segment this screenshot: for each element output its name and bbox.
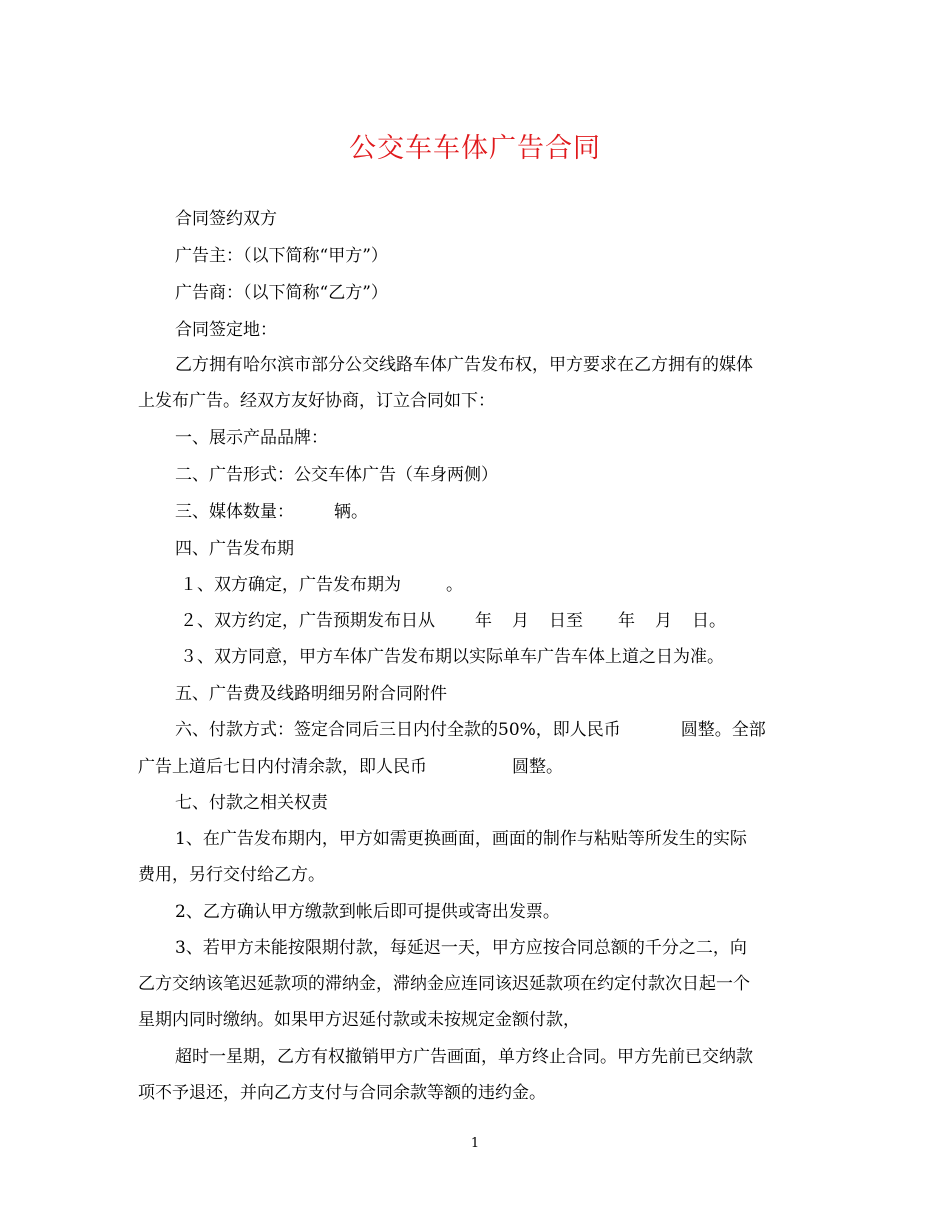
section-6-balance-text: 广告上道后七日内付清余款，即人民币 xyxy=(138,757,427,777)
section-4-item-1-end: 。 xyxy=(446,575,463,595)
section-7-heading: 七、付款之相关权责 xyxy=(175,793,328,813)
section-3-label: 三、媒体数量： xyxy=(175,502,294,522)
signing-place-line: 合同签定地： xyxy=(175,320,277,340)
section-4-item-1-text: １、双方确定，广告发布期为 xyxy=(180,575,401,595)
end-year-label: 年 xyxy=(618,611,635,631)
section-6-payment-line-1 xyxy=(175,718,766,742)
intro-paragraph-line-2: 上发布广告。经双方友好协商，订立合同如下： xyxy=(138,391,495,411)
section-1-brand: 一、展示产品品牌： xyxy=(175,428,328,448)
parties-heading: 合同签约双方 xyxy=(175,209,277,229)
section-7-item-1-line-1: 1、在广告发布期内，甲方如需更换画面，画面的制作与粘贴等所发生的实际 xyxy=(175,829,747,849)
section-7-item-2: 2、乙方确认甲方缴款到帐后即可提供或寄出发票。 xyxy=(175,902,560,922)
intro-paragraph-line-1: 乙方拥有哈尔滨市部分公交线路车体广告发布权，甲方要求在乙方拥有的媒体 xyxy=(175,355,753,375)
section-7-item-1-line-2: 费用，另行交付给乙方。 xyxy=(138,865,325,885)
section-7-item-4-line-2: 项不予退还，并向乙方支付与合同余款等额的违约金。 xyxy=(138,1083,546,1103)
document-title: 公交车车体广告合同 xyxy=(349,133,601,164)
section-5-fees: 五、广告费及线路明细另附合同附件 xyxy=(175,684,447,704)
section-4-item-3: ３、双方同意，甲方车体广告发布期以实际单车广告车体上道之日为准。 xyxy=(180,647,724,667)
section-7-item-3-line-2: 乙方交纳该笔迟延款项的滞纳金，滞纳金应连同该迟延款项在约定付款次日起一个 xyxy=(138,974,750,994)
advertiser-line: 广告主：（以下简称“甲方”） xyxy=(175,246,388,266)
page-number: 1 xyxy=(470,1136,480,1151)
section-7-item-3-line-1: 3、若甲方未能按限期付款，每延迟一天，甲方应按合同总额的千分之二，向 xyxy=(175,938,747,958)
start-day-label: 日至 xyxy=(549,611,583,631)
section-6-payment-line-2 xyxy=(138,755,563,779)
end-month-label: 月 xyxy=(655,611,672,631)
section-6-balance-end: 圆整。 xyxy=(512,757,563,777)
section-4-heading: 四、广告发布期 xyxy=(175,539,294,559)
agency-line: 广告商：（以下简称“乙方”） xyxy=(175,283,388,303)
section-4-item-1 xyxy=(180,573,463,597)
section-6-payment-text: 六、付款方式：签定合同后三日内付全款的50%，即人民币 xyxy=(175,720,621,740)
section-4-item-2-text: ２、双方约定，广告预期发布日从 xyxy=(180,611,435,631)
section-7-item-3-line-3: 星期内同时缴纳。如果甲方迟延付款或未按规定金额付款， xyxy=(138,1010,580,1030)
section-2-ad-form: 二、广告形式：公交车体广告（车身两侧） xyxy=(175,465,498,485)
section-4-item-2 xyxy=(180,609,726,633)
section-6-payment-end: 圆整。全部 xyxy=(680,720,766,740)
section-3-media-quantity xyxy=(175,500,368,524)
start-month-label: 月 xyxy=(512,611,529,631)
section-7-item-4-line-1: 超时一星期，乙方有权撤销甲方广告画面，单方终止合同。甲方先前已交纳款 xyxy=(175,1047,753,1067)
start-year-label: 年 xyxy=(475,611,492,631)
section-3-unit: 辆。 xyxy=(334,502,368,522)
end-day-label: 日。 xyxy=(692,611,726,631)
